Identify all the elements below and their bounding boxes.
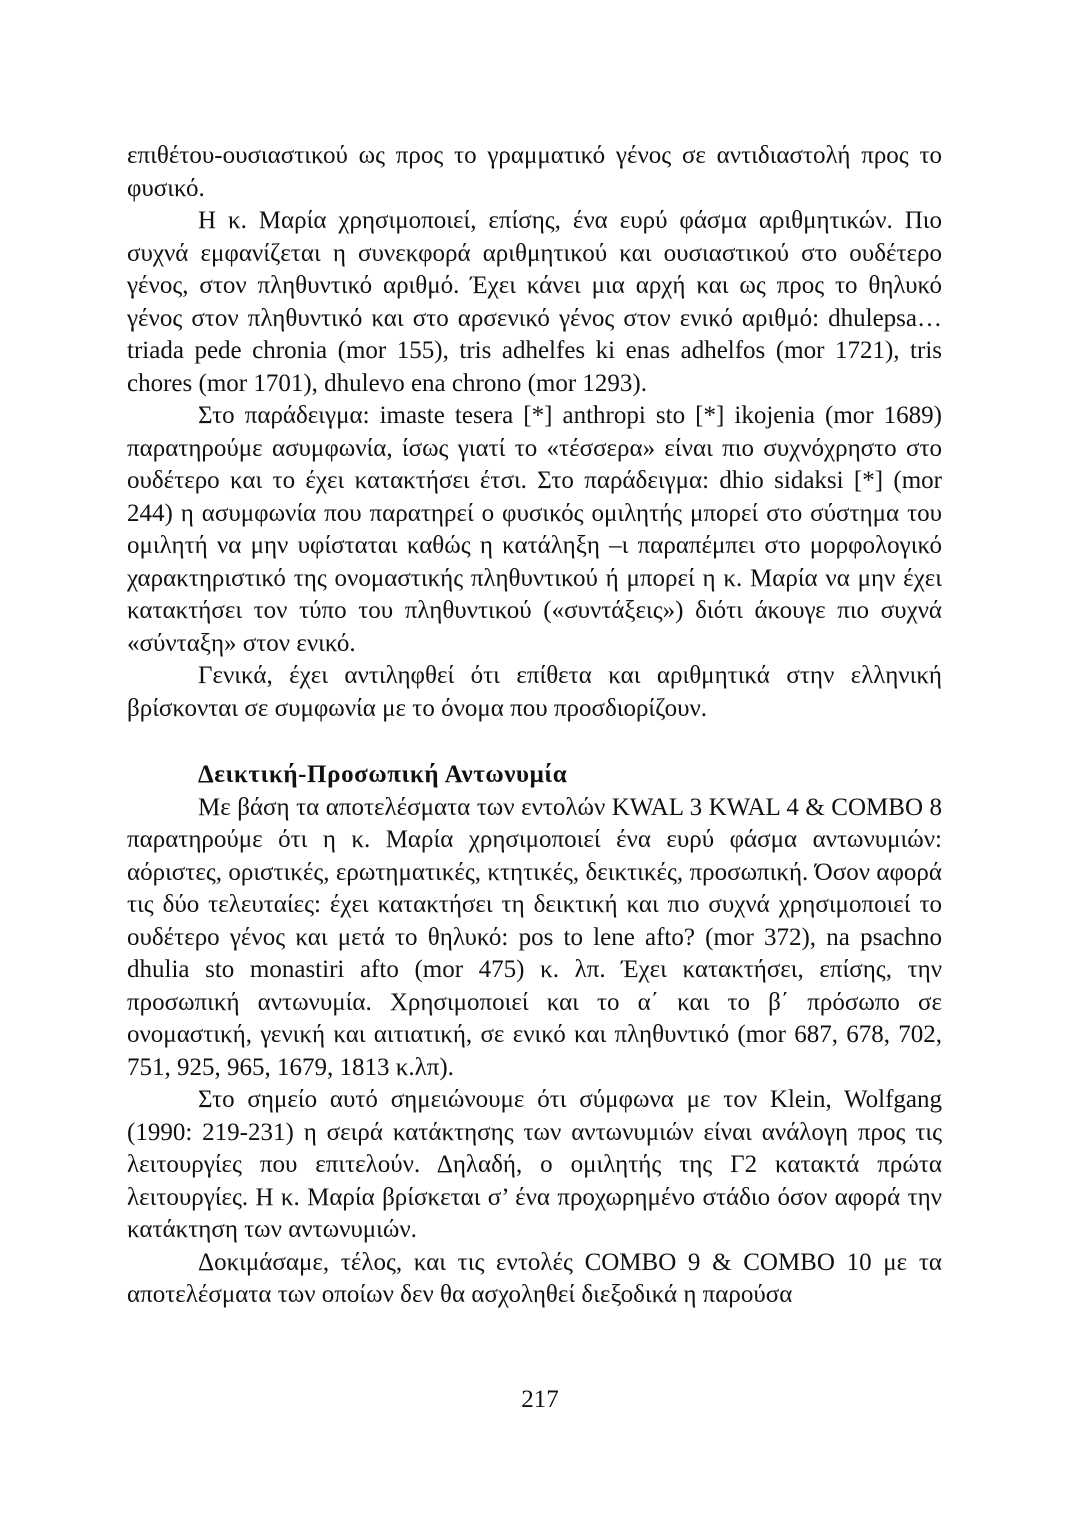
paragraph-acquisition-order: Στο σημείο αυτό σημειώνουμε ότι σύμφωνα με τον Klein, Wolfgang (1990: 219-231) η σειρά κατάκτησης των αντωνυμιών είναι ανάλογη προς τις λειτουργίες που επιτελούν. Δηλαδή, ο ομιλητής της Γ2 κατακτά πρώτα λειτουργίες. Η κ. Μαρία βρίσκεται σ’ ένα προχωρημένο στάδιο όσον αφορά την κατάκτηση των αντωνυμιών. (127, 1086, 942, 1243)
page-body (127, 140, 942, 1312)
paragraph-continuation: επιθέτου-ουσιαστικού ως προς το γραμματικό γένος σε αντιδιαστολή προς το φυσικό. (127, 142, 942, 202)
paragraph-pronouns: Με βάση τα αποτελέσματα των εντολών KWAL 3 KWAL 4 & COMBO 8 παρατηρούμε ότι η κ. Μαρία χρησιμοποιεί ένα ευρύ φάσμα αντωνυμιών: αόριστες, οριστικές, ερωτηματικές, κτητικές, δεικτικές, προσωπική. Όσον αφορά τις δύο τελευταίες: έχει κατακτήσει τη δεικτική και πιο συχνά χρησιμοποιεί το ουδέτερο γένος και μετά το θηλυκό: pos to lene afto? (mor 372), na psachno dhulia sto monastiri afto (mor 475) κ. λπ. Έχει κατακτήσει, επίσης, την προσωπική αντωνυμία. Χρησιμοποιεί και το α΄ και το β΄ πρόσωπο σε ονομαστική, γενική και αιτιατική, σε ενικό και πληθυντικό (mor 687, 678, 702, 751, 925, 965, 1679, 1813 κ.λπ). (127, 793, 942, 1081)
section-heading: Δεικτική-Προσωπική Αντωνυμία (198, 761, 568, 788)
paragraph-numerals: Η κ. Μαρία χρησιμοποιεί, επίσης, ένα ευρύ φάσμα αριθμητικών. Πιο συχνά εμφανίζεται η συνεκφορά αριθμητικού και ουσιαστικού στο ουδέτερο γένος, στον πληθυντικό αριθμό. Έχει κάνει μια αρχή και ως προς το θηλυκό γένος στον πληθυντικό και στο αρσενικό γένος στον ενικό αριθμό: dhulepsa…triada pede chronia (mor 155), tris adhelfes ki enas adhelfos (mor 1721), tris chores (mor 1701), dhulevo ena chrono (mor 1293). (127, 207, 942, 397)
paragraph-combo-commands: Δοκιμάσαμε, τέλος, και τις εντολές COMBO 9 & COMBO 10 με τα αποτελέσματα των οποίων δεν θα ασχοληθεί διεξοδικά η παρούσα (127, 1248, 942, 1308)
paragraph-general-conclusion: Γενικά, έχει αντιληφθεί ότι επίθετα και αριθμητικά στην ελληνική βρίσκονται σε συμφωνία με το όνομα που προσδιορίζουν. (127, 662, 942, 722)
page-number: 217 (521, 1386, 559, 1413)
paragraph-agreement-example: Στο παράδειγμα: imaste tesera [*] anthropi sto [*] ikojenia (mor 1689) παρατηρούμε ασυμφωνία, ίσως γιατί το «τέσσερα» είναι πιο συχνόχρηστο στο ουδέτερο και το έχει κατακτήσει έτσι. Στο παράδειγμα: dhio sidaksi [*] (mor 244) η ασυμφωνία που παρατηρεί ο φυσικός ομιλητής μπορεί στο σύστημα του ομιλητή να μην υφίσταται καθώς η κατάληξη –ι παραπέμπει στο μορφολογικό χαρακτηριστικό της ονομαστικής πληθυντικού ή μπορεί η κ. Μαρία να μην έχει κατακτήσει τον τύπο του πληθυντικού («συντάξεις») διότι άκουγε πιο συχνά «σύνταξη» στον ενικό. (127, 402, 942, 657)
